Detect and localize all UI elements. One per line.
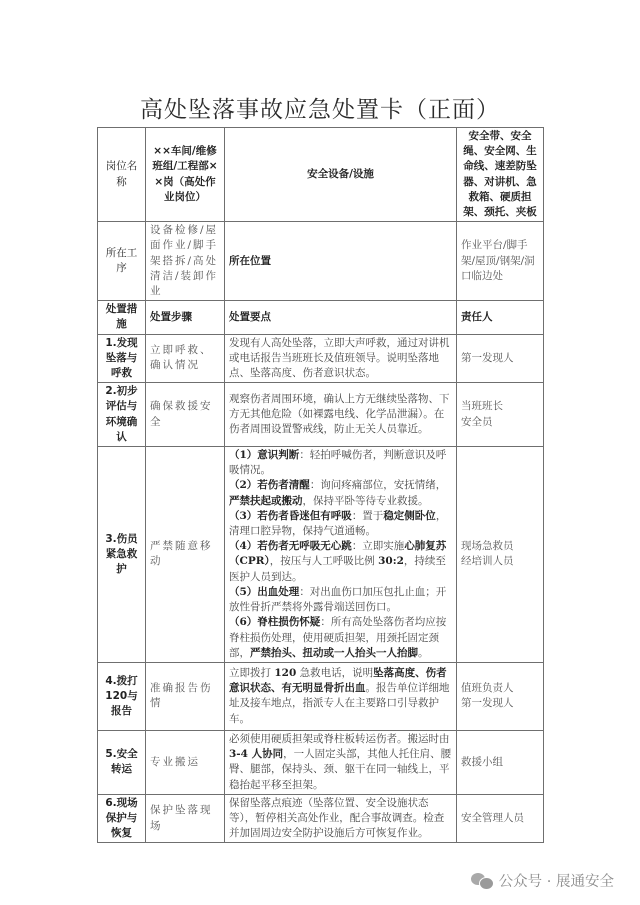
point-text: ：轻拍呼喊伤者，判断意识及呼吸情况。 [229,449,447,477]
emphasis-text: 坠落高度、伤者意识状态、有无明显骨折出血 [229,667,447,695]
process-row [98,222,544,301]
responsible-cell: 第一发现人 [457,334,544,383]
point-text: 发现有人高处坠落，立即大声呼救，通过对讲机或电话报告当班班长及值班领导。说明坠落地点、坠落高度、伤者意识状态。 [229,336,450,380]
emphasis-text: （1）意识判断 [229,449,300,462]
key-points-cell [225,334,457,383]
emphasis-text: 120 [274,667,297,679]
table-row [98,730,544,794]
point-text: ，一人固定头部，其他人托住肩、腰臀、腿部，保持头、颈、躯干在同一轴线上，平稳抬起平移至担架。 [229,748,452,791]
point-text: ：所有高处坠落伤者均应按脊柱损伤处理，使用硬质担架，用颈托固定颈部， [229,616,447,659]
location-label: 所在位置 [225,222,457,301]
emphasis-text: （5）出血处理 [229,585,300,598]
location-value: 作业平台/脚手架/屋顶/钢架/洞口临边处 [457,222,544,301]
point-text: 保留坠落点痕迹（坠落位置、安全设施状态等），暂停相关高处作业，配合事故调查。检查并加固周边安全防护设施后方可恢复作业。 [229,796,445,840]
steps-header: 处置步骤 [146,301,225,334]
point-text: ，按压与人工呼吸比例 [269,555,379,568]
step-cell: 保护坠落现场 [146,794,225,843]
point-text: 。报告单位详细地址及接车地点，指派专人在主要路口引导救护车。 [229,682,450,725]
emphasis-text: 稳定侧卧位 [383,509,436,522]
point-text: 。 [418,646,429,659]
measure-cell: 4.拨打120与报告 [98,662,146,730]
emphasis-text: 严禁抬头、扭动或一人抬头一人抬脚 [250,646,418,659]
page-title: 高处坠落事故应急处置卡（正面） [140,97,500,123]
watermark-text: 公众号 · 展通安全 [498,874,614,890]
measure-cell: 1.发现坠落与呼救 [98,334,146,383]
measures-rows [98,334,544,843]
step-cell: 确保救援安全 [146,383,225,447]
key-point [229,509,452,539]
step-cell: 专业搬运 [146,730,225,794]
key-point [229,478,452,508]
equipment-value: 安全带、安全绳、安全网、生命线、速差防坠器、对讲机、急救箱、硬质担架、颈托、夹板 [457,128,544,222]
key-point [229,666,452,727]
responsible-cell: 现场急救员 经培训人员 [457,447,544,663]
key-point [229,336,452,382]
measures-header: 处置措施 [98,301,146,334]
responsible-cell: 值班负责人 第一发现人 [457,662,544,730]
point-text: 必须使用硬质担架或脊柱板转运伤者。搬运时由 [229,732,450,745]
key-point [229,615,452,661]
key-points-cell [225,662,457,730]
step-cell: 立即呼救、确认情况 [146,334,225,383]
equipment-label: 安全设备/设施 [225,128,457,222]
post-row [98,128,544,222]
table-row [98,383,544,447]
emphasis-text: （6）脊柱损伤怀疑 [229,616,321,629]
key-point [229,539,452,585]
emergency-card-table [97,127,544,843]
emphasis-text: （2）若伤者清醒 [229,479,310,492]
emphasis-text: 心肺复苏（CPR） [229,540,447,568]
responsible-cell: 救援小组 [457,730,544,794]
key-point [229,448,452,478]
emphasis-text: 30:2 [378,555,404,568]
key-points-cell [225,383,457,447]
emphasis-text: 3-4 人协同 [229,748,284,761]
measure-cell: 3.伤员紧急救护 [98,447,146,663]
process-value: 设备检修/屋面作业/脚手架搭拆/高处清洁/装卸作业 [146,222,225,301]
point-text: ，清理口腔异物，保持气道通畅。 [229,509,447,538]
key-points-cell [225,447,457,663]
table-row [98,794,544,843]
key-point [229,732,452,793]
emphasis-text: （4）若伤者无呼吸无心跳 [229,540,352,553]
watermark [471,870,614,891]
measure-cell: 5.安全转运 [98,730,146,794]
point-text: 观察伤者周围环境，确认上方无继续坠落物、下方无其他危险（如裸露电线、化学品泄漏）。在伤者周围设置警戒线，防止无关人员靠近。 [229,392,450,436]
point-text: 急救电话，说明 [296,667,374,679]
process-label: 所在工序 [98,222,146,301]
point-text: ：置于 [351,509,384,522]
responsible-header: 责任人 [457,301,544,334]
step-cell: 准确报告伤情 [146,662,225,730]
measure-cell: 2.初步评估与环境确认 [98,383,146,447]
key-point [229,585,452,615]
point-text: 立即拨打 [229,667,275,679]
key-points-cell [225,730,457,794]
key-point [229,392,452,438]
responsible-cell: 安全管理人员 [457,794,544,843]
table-row [98,447,544,663]
key-points-header: 处置要点 [225,301,457,334]
responsible-cell: 当班班长 安全员 [457,383,544,447]
table-row [98,334,544,383]
key-point [229,796,452,842]
point-text: ：询问疼痛部位，安抚情绪， [309,479,447,492]
wechat-icon [471,873,493,889]
column-header-row [98,301,544,334]
emphasis-text: （3）若伤者昏迷但有呼吸 [229,509,352,522]
emphasis-text: 严禁扶起或搬动 [229,494,303,507]
step-cell: 严禁随意移动 [146,447,225,663]
table-row [98,662,544,730]
point-text: ，保持平卧等待专业救援。 [302,494,429,507]
measure-cell: 6.现场保护与恢复 [98,794,146,843]
key-points-cell [225,794,457,843]
point-text: ：对出血伤口加压包扎止血；开放性骨折严禁将外露骨端送回伤口。 [229,585,447,614]
point-text: ，持续至医护人员到达。 [229,555,446,583]
post-label: 岗位名称 [98,128,146,222]
post-value: ××车间/维修班组/工程部××岗（高处作业岗位） [146,128,225,222]
point-text: ：立即实施 [351,540,405,553]
